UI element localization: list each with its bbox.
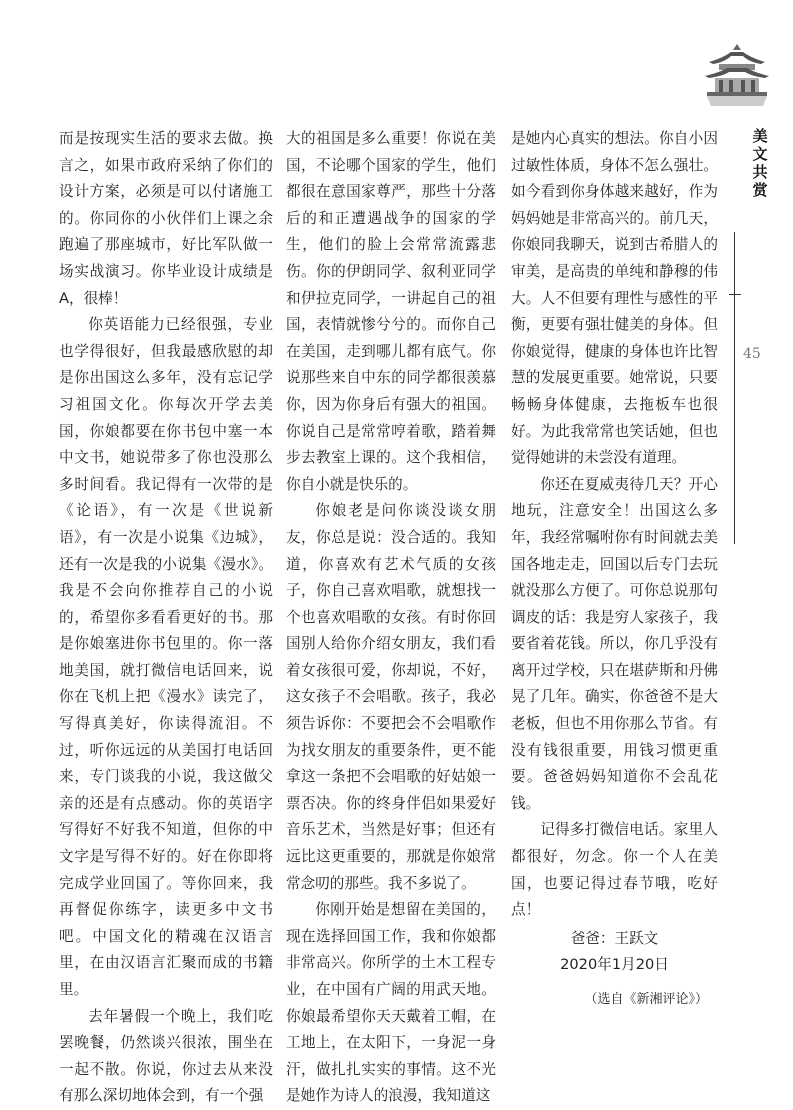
text-column-3 xyxy=(511,126,718,1014)
signature-name: 爸爸：王跃文 xyxy=(570,929,659,947)
paragraph: 你还在夏威夷待几天？开心地玩，注意安全！出国这么多年，我经常嘱咐你有时间就去美国各地走走，回国以后专门去玩就没那么方便了。可你总说那句调皮的话：我是穷人家孩子，我要省着花钱。所以，你几乎没有离开过学校，只在堪萨斯和丹佛晃了几年。确实，你爸爸不是大老板，但也不用你那么节省。有没有钱很重要，用钱习惯更重要。爸爸妈妈知道你不会乱花钱。 xyxy=(511,475,718,812)
section-title: 美文共赏 xyxy=(752,127,768,199)
signature-date: 2020年1月20日 xyxy=(560,956,669,974)
paragraph: 你英语能力已经很强，专业也学得很好，但我最感欣慰的却是你出国这么多年，没有忘记学习祖国文化。你每次开学去美国，你娘都要在你书包中塞一本中文书，她说带多了你也没那么多时间看。我记得有一次带的是《论语》，有一次是《世说新语》，有一次是小说集《边城》，还有一次是我的小说集《漫水》。我是不会向你推荐自己的小说的，希望你多看看更好的书。那是你娘塞进你书包里的。你一落地美国，就打微信电话回来，说你在飞机上把《漫水》读完了，写得真美好，你读得流泪。不过，听你远远的从美国打电话回来，专门谈我的小说，我这做父亲的还是有点感动。你的英语字写得好不好我不知道，但你的中文字是写得不好的。好在你即将完成学业回国了。等你回来，我再督促你练字，读更多中文书吧。中国文化的精魂在汉语言里，在由汉语言汇聚而成的书籍里。 xyxy=(59,316,273,998)
vertical-rule xyxy=(734,232,735,544)
paragraph-continued: 是她内心真实的想法。你自小因过敏性体质，身体不怎么强壮。如今看到你身体越来越好，作为妈妈她是非常高兴的。前几天，你娘同我聊天，说到古希腊人的审美，是高贵的单纯和静穆的伟大。人不但要有理性与感性的平衡，更要有强壮健美的身体。但你娘觉得，健康的身体也许比智慧的发展更重要。她常说，只要畅畅身体健康，去拖板车也很好。为此我常常也笑话她，但也觉得她讲的未尝没有道理。 xyxy=(511,130,718,467)
paragraph: 去年暑假一个晚上，我们吃罢晚餐，仍然谈兴很浓，围坐在一起不散。你说，你过去从来没有那么深切地体会到，有一个强 xyxy=(59,1007,273,1105)
paragraph: 你娘老是问你谈没谈女朋友，你总是说：没合适的。我知道，你喜欢有艺术气质的女孩子，你自己喜欢唱歌，就想找一个也喜欢唱歌的女孩。有时你回国别人给你介绍女朋友，我们看着女孩很可爱，你却说，不好，这女孩子不会唱歌。孩子，我必须告诉你：不要把会不会唱歌作为找女朋友的重要条件，更不能拿这一条把不会唱歌的好姑娘一票否决。你的终身伴侣如果爱好音乐艺术，当然是好事；但还有远比这更重要的，那就是你娘常常念叨的那些。我不多说了。 xyxy=(286,502,496,892)
page-number: 45 xyxy=(743,346,761,362)
text-column-1 xyxy=(59,126,273,1110)
rule-tick xyxy=(729,294,741,295)
source-citation: （选自《新湘评论》） xyxy=(584,992,708,1007)
paragraph: 而是按现实生活的要求去做。换言之，如果市政府采纳了你们的设计方案，必须是可以付诸施工的。你同你的小伙伴们上课之余跑遍了那座城市，好比军队做一场实战演习。你毕业设计成绩是A，很棒！ xyxy=(59,130,273,307)
paragraph: 记得多打微信电话。家里人都很好，勿念。你一个人在美国，也要记得过春节哦，吃好点！ xyxy=(511,821,718,919)
paragraph-continued: 大的祖国是多么重要！你说在美国，不论哪个国家的学生，他们都很在意国家尊严，那些十分落后的和正遭遇战争的国家的学生，他们的脸上会常常流露悲伤。你的伊朗同学、叙利亚同学和伊拉克同学，一讲起自己的祖国，表情就惨兮兮的。而你自己在美国，走到哪儿都有底气。你说那些来自中东的同学都很羡慕你，因为你身后有强大的祖国。你说自己是常常哼着歌，踏着舞步去教室上课的。这个我相信，你自小就是快乐的。 xyxy=(286,130,496,493)
pavilion-emblem-icon xyxy=(703,42,771,108)
paragraph: 你刚开始是想留在美国的，现在选择回国工作，我和你娘都非常高兴。你所学的土木工程专业，在中国有广阔的用武天地。你娘最希望你天天戴着工帽，在工地上，在太阳下，一身泥一身汗，做扎扎实实的事情。这不光是她作为诗人的浪漫，我知道这 xyxy=(286,901,496,1105)
text-column-2 xyxy=(286,126,496,1110)
